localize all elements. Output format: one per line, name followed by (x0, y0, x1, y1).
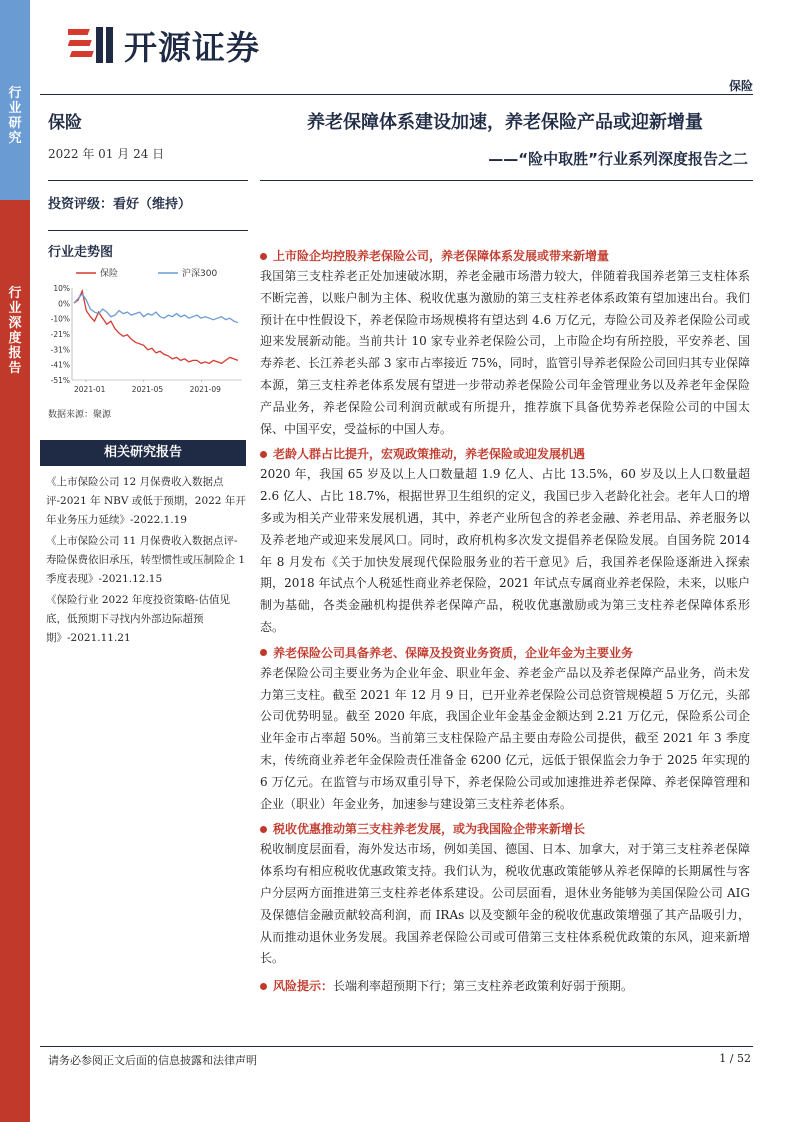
bullet-icon (260, 649, 267, 656)
page-number: 1 / 52 (719, 1052, 751, 1065)
risk-text: 长端利率超预期下行；第三支柱养老政策利好弱于预期。 (333, 979, 634, 994)
header-divider (40, 94, 753, 95)
section-heading: 上市险企均控股养老保险公司，养老保障体系发展或带来新增量 (260, 246, 750, 266)
related-reports-header: 相关研究报告 (40, 440, 246, 466)
brand-mark-icon (68, 23, 120, 69)
brand-logo (68, 22, 260, 69)
y-tick-label: 10% (53, 284, 70, 293)
section-paragraph: 2020 年，我国 65 岁及以上人口数量超 1.9 亿人、占比 13.5%，60 岁及以上人口数量超 2.6 亿人、占比 18.7%，根据世界卫生组织的定义，我国已步入老龄化社会。老年人口的增多或为相关产业带来发展机遇，其中，养老产业所包含的养老金融、养老用品、养老服务以及养老地产或迎来发展风口。同时，政府机构多次发文提倡养老保险发展。自国务院 2014 年 8 月发布《关于加快发展现代保险服务业的若干意见》后，我国养老保险逐渐进入探索期，2018 年试点个人税延性商业养老保险，2021 年试点专属商业养老保险，未来，以账户制为基础，各类金融机构提供养老保障产品，税收优惠激励或为第三支柱养老保障体系形态。 (260, 467, 750, 634)
side-tab-industry-research: 行 业 研 究 (0, 0, 30, 200)
report-title: 养老保障体系建设加速，养老保险产品或迎新增量 (307, 112, 703, 133)
rating-block (48, 180, 248, 212)
footer-disclaimer[interactable]: 请务必参阅正文后面的信息披露和法律声明 (48, 1054, 257, 1067)
x-tick-label: 2021-05 (131, 385, 164, 394)
y-tick-label: -21% (50, 330, 70, 339)
brand-name: 开源证券 (124, 28, 260, 67)
section-paragraph: 税收制度层面看，海外发达市场，例如美国、德国、日本、加拿大，对于第三支柱养老保障体系均有相应税收优惠政策支持。我们认为，税收优惠政策能够从养老保障的长期属性与客户分层两方面推进第三支柱养老体系建设。公司层面看，退休业务能够为美国保险公司 AIG 及保德信金融贡献较高利润，而 IRAs 以及变额年金的税收优惠政策增强了其产品吸引力，从而推动退休业务发展。我国养老保险公司或可借第三支柱体系税优政策的东风，迎来新增长。 (260, 842, 750, 966)
bullet-icon (260, 983, 267, 990)
side-tab-industry-deep-report: 行 业 深 度 报 告 (0, 200, 30, 1122)
bullet-icon (260, 451, 267, 458)
risk-warning (260, 976, 750, 996)
x-tick-label: 2021-01 (74, 385, 106, 394)
header-category: 保险 (728, 79, 753, 93)
related-report-item[interactable]: 《上市保险公司 11 月保费收入数据点评-寿险保费依旧承压，转型惯性或压制险企 1 季度表现》-2021.12.15 (46, 535, 246, 585)
report-date: 2022 年 01 月 24 日 (48, 147, 165, 161)
series-line (74, 294, 238, 323)
legend-label: 保险 (100, 269, 119, 279)
section-heading: 税收优惠推动第三支柱养老发展，或为我国险企带来新增长 (260, 819, 750, 839)
footer-divider (40, 1046, 753, 1047)
y-tick-label: 0% (58, 299, 70, 309)
risk-label: 风险提示： (273, 979, 334, 994)
sector-label: 保险 (48, 113, 82, 133)
investment-rating: 投资评级：看好（维持） (48, 197, 192, 212)
y-tick-label: -41% (50, 360, 70, 370)
related-report-item[interactable]: 《上市保险公司 12 月保费收入数据点评-2021 年 NBV 或低于预期，2022 年开年业务压力延续》-2022.1.19 (46, 476, 246, 526)
related-reports-list (46, 473, 248, 650)
section-heading: 养老保险公司具备养老、保障及投资业务资质，企业年金为主要业务 (260, 643, 750, 663)
chart-source: 数据来源：聚源 (48, 410, 112, 420)
y-tick-label: -10% (50, 314, 70, 324)
trend-chart (48, 264, 248, 404)
series-line (74, 291, 238, 363)
legend-label: 沪深300 (182, 269, 218, 279)
bullet-icon (260, 826, 267, 833)
section-heading: 老龄人群占比提升，宏观政策推动，养老保险或迎发展机遇 (260, 444, 750, 464)
main-content (260, 246, 750, 996)
section-paragraph: 我国第三支柱养老正处加速破冰期，养老金融市场潜力较大，伴随着我国养老第三支柱体系不断完善，以账户制为主体、税收优惠为激励的第三支柱养老体系政策有望加速出台。我们预计在中性假设下，养老保险市场规模将有望达到 4.6 万亿元，寿险公司及养老保险公司或迎来发展新动能。当前共计 10 家专业养老保险公司，上市险企均有所控股，平安养老、国寿养老、长江养老头部 3 家市占率接近 75%，同时，监管引导养老保险公司回归其专业保障本源，第三支柱养老体系发展有望进一步带动养老保险公司年金管理业务以及养老年金保险产品业务，养老保险公司利润贡献或有所提升，推荐旗下具备优势养老保险公司的中国太保、中国平安，受益标的中国人寿。 (260, 269, 750, 436)
left-column (48, 100, 248, 260)
trend-chart-title: 行业走势图 (48, 230, 248, 260)
related-report-item[interactable]: 《保险行业 2022 年度投资策略-估值见底，低预期下寻找内外部边际超预期》-2021.11.21 (46, 594, 230, 644)
x-tick-label: 2021-09 (189, 385, 221, 394)
section-paragraph: 养老保险公司主要业务为企业年金、职业年金、养老金产品以及养老保障产品业务，尚未发力第三支柱。截至 2021 年 12 月 9 日，已开业养老保险公司总资管规模超 5 万亿元，头部公司优势明显。截至 2020 年底，我国企业年金基金金额达到 2.21 万亿元，保险系公司企业年金市占率超 50%。当前第三支柱保险产品主要由寿险公司提供，截至 2021 年 3 季度末，传统商业养老年金保险责任准备金 6200 亿元，远低于银保监会力争于 2025 年实现的 6 万亿元。在监管与市场双重引导下，养老保险公司或加速推进养老保障、养老保障管理和企业（职业）年金业务，加速参与建设第三支柱养老体系。 (260, 665, 750, 811)
bullet-icon (260, 253, 267, 260)
y-tick-label: -31% (50, 345, 70, 355)
report-subtitle: ——“险中取胜”行业系列深度报告之二 (488, 150, 748, 168)
y-tick-label: -51% (50, 376, 70, 385)
title-divider (260, 180, 753, 181)
